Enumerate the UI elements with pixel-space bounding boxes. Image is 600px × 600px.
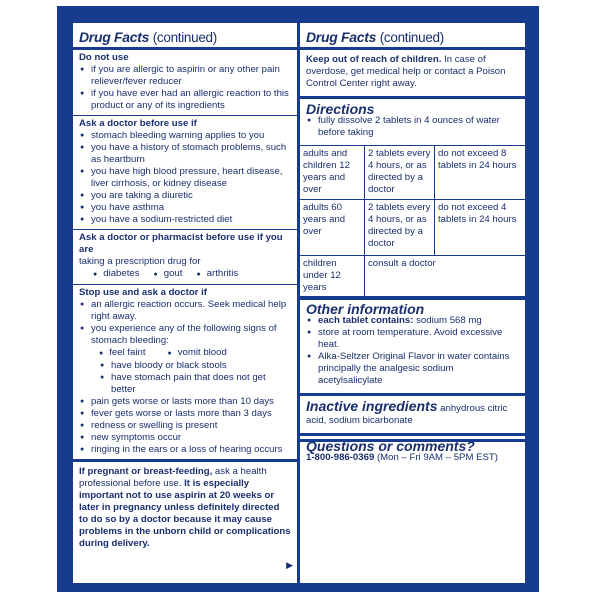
list-item: ● fever gets worse or lasts more than 3 days <box>79 408 291 420</box>
left-title-cont: (continued) <box>152 30 217 45</box>
list-item: ● an allergic reaction occurs. Seek medical help right away. <box>79 299 291 323</box>
ask-pharmacist-heading: Ask a doctor or pharmacist before use if you are <box>79 232 283 255</box>
list-item: ● arthritis <box>196 268 238 281</box>
table-row <box>300 256 525 297</box>
pregnancy-section <box>73 459 297 553</box>
list-item <box>306 315 519 327</box>
list-item: ● store at room temperature. Avoid excessive heat. <box>306 327 519 351</box>
table-cell: 2 tablets every 4 hours, or as directed by a doctor <box>365 200 435 256</box>
list-item: ● pain gets worse or lasts more than 10 days <box>79 396 291 408</box>
list-item: ● have stomach pain that does not get better <box>99 372 291 396</box>
list-item: ● feel faint <box>99 347 146 360</box>
sodium-label: each tablet contains: <box>318 315 414 326</box>
do-not-use-section <box>73 47 297 115</box>
list-item: ● diabetes <box>93 268 140 281</box>
pregnancy-bold: If pregnant or breast-feeding, <box>79 466 213 477</box>
list-item: ● if you have ever had an allergic reaction to this product or any of its ingredients <box>79 88 291 112</box>
keep-out-text: In case of overdose, get medical help or contact a Poison Control Center right away. <box>306 54 506 89</box>
continue-arrow-icon: ▶ <box>286 560 293 570</box>
list-item: ● ringing in the ears or a loss of hearing occurs <box>79 444 291 456</box>
list-item: ● have bloody or black stools <box>99 360 291 372</box>
table-cell: consult a doctor <box>365 256 526 297</box>
list-item <box>79 323 291 396</box>
ask-pharmacist-section <box>73 229 297 284</box>
right-header <box>300 23 525 47</box>
ask-pharmacist-text: taking a prescription drug for <box>79 256 201 267</box>
table-cell: adults 60 years and over <box>300 200 365 256</box>
inactive-heading: Inactive ingredients <box>306 398 438 414</box>
list-item: ● you have high blood pressure, heart disease, liver cirrhosis, or kidney disease <box>79 166 291 190</box>
sodium-value: sodium 568 mg <box>413 315 482 326</box>
directions-table <box>300 145 525 297</box>
table-row <box>300 146 525 200</box>
left-title: Drug Facts <box>79 29 150 45</box>
stop-use-section <box>73 284 297 459</box>
stop-use-heading: Stop use and ask a doctor if <box>79 287 207 298</box>
table-cell: 2 tablets every 4 hours, or as directed by a doctor <box>365 146 435 200</box>
phone-hours: (Mon – Fri 9AM – 5PM EST) <box>374 452 498 463</box>
other-info-section <box>300 297 525 393</box>
list-item: ● fully dissolve 2 tablets in 4 ounces of water before taking <box>306 115 519 139</box>
ask-doctor-heading: Ask a doctor before use if <box>79 118 197 129</box>
questions-heading: Questions or comments? <box>306 438 475 454</box>
list-item: ● Alka-Seltzer Original Flavor in water contains principally the analgesic sodium acetylsalicylate <box>306 351 519 387</box>
list-item-text: you experience any of the following signs of stomach bleeding: <box>91 323 277 346</box>
table-cell: do not exceed 4 tablets in 24 hours <box>435 200 526 256</box>
list-item: ● you have asthma <box>79 202 291 214</box>
phone-number: 1-800-986-0369 <box>306 452 375 463</box>
left-header <box>73 23 297 47</box>
bottom-divider <box>300 439 525 442</box>
table-row <box>300 200 525 256</box>
ask-doctor-section <box>73 115 297 229</box>
table-cell: adults and children 12 years and over <box>300 146 365 200</box>
right-title: Drug Facts <box>306 29 377 45</box>
list-item: ● stomach bleeding warning applies to you <box>79 130 291 142</box>
table-cell: do not exceed 8 tablets in 24 hours <box>435 146 526 200</box>
list-item: ● you have a sodium-restricted diet <box>79 214 291 226</box>
inactive-section <box>300 393 525 433</box>
inactive-text: anhydrous citric acid, sodium bicarbonate <box>306 403 508 426</box>
pregnancy-warning: It is especially important not to use aspirin at 20 weeks or later in pregnancy unless definitely directed to do so by a doctor because it may cause problems in the unborn child or complications during delivery. <box>79 478 291 549</box>
drug-facts-panel <box>73 23 525 583</box>
list-item: ● if you are allergic to aspirin or any other pain reliever/fever reducer <box>79 64 291 88</box>
list-item: ● new symptoms occur <box>79 432 291 444</box>
list-item: ● you are taking a diuretic <box>79 190 291 202</box>
directions-heading: Directions <box>306 101 375 117</box>
other-info-heading: Other information <box>306 301 425 317</box>
do-not-use-heading: Do not use <box>79 52 129 63</box>
list-item: ● redness or swelling is present <box>79 420 291 432</box>
right-title-cont: (continued) <box>379 30 444 45</box>
keep-out-section <box>300 47 525 96</box>
right-column <box>300 23 525 583</box>
pregnancy-text: ask a health professional before use. <box>79 466 267 489</box>
left-column <box>73 23 300 583</box>
keep-out-bold: Keep out of reach of children. <box>306 54 442 65</box>
directions-section <box>300 96 525 297</box>
list-item: ● you have a history of stomach problems, such as heartburn <box>79 142 291 166</box>
list-item: ● vomit blood <box>168 347 227 360</box>
list-item: ● gout <box>154 268 183 281</box>
table-cell: children under 12 years <box>300 256 365 297</box>
